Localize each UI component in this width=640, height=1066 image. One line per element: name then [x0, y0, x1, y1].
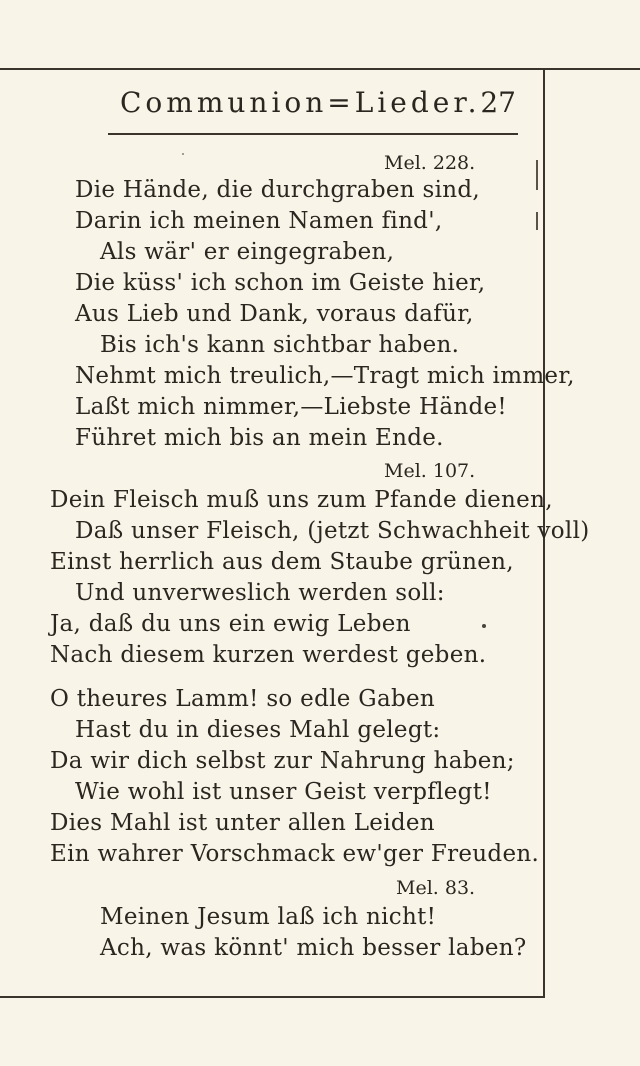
margin-mark: [536, 212, 538, 230]
verse-line: Und unverweslich werden soll:: [75, 580, 445, 606]
melody-reference: Mel. 83.: [396, 877, 476, 899]
verse-line: Dein Fleisch muß uns zum Pfande dienen,: [50, 487, 553, 513]
verse-line: Ein wahrer Vorschmack ew'ger Freuden.: [50, 841, 540, 867]
verse-line: Ja, daß du uns ein ewig Leben: [50, 611, 411, 637]
verse-line: Die Hände, die durchgraben sind,: [75, 177, 480, 203]
verse-line: O theures Lamm! so edle Gaben: [50, 686, 436, 712]
verse-line: Einst herrlich aus dem Staube grünen,: [50, 549, 514, 575]
verse-line: Hast du in dieses Mahl gelegt:: [75, 717, 441, 743]
verse-line: Bis ich's kann sichtbar haben.: [100, 332, 460, 358]
verse-line: Nehmt mich treulich,—Tragt mich immer,: [75, 363, 575, 389]
verse-line: Daß unser Fleisch, (jetzt Schwachheit voll): [75, 518, 590, 544]
verse-line: Meinen Jesum laß ich nicht!: [100, 904, 437, 930]
bottom-rule: [0, 996, 545, 998]
header-rule: [108, 133, 518, 135]
verse-line: Wie wohl ist unser Geist verpflegt!: [75, 779, 492, 805]
verse-line: Ach, was könnt' mich besser laben?: [100, 935, 527, 961]
verse-line: Da wir dich selbst zur Nahrung haben;: [50, 748, 515, 774]
page-number: 27: [480, 86, 516, 119]
verse-line: Darin ich meinen Namen find',: [75, 208, 443, 234]
speck: [482, 624, 486, 628]
margin-mark: [536, 160, 538, 190]
verse-line: Nach diesem kurzen werdest geben.: [50, 642, 487, 668]
melody-reference: Mel. 228.: [384, 152, 476, 174]
page-header: [120, 84, 520, 124]
verse-line: Dies Mahl ist unter allen Leiden: [50, 810, 435, 836]
verse-line: Laßt mich nimmer,—Liebste Hände!: [75, 394, 507, 420]
verse-line: Führet mich bis an mein Ende.: [75, 425, 444, 451]
speck: [182, 153, 184, 155]
running-title: Communion=Lieder.: [120, 86, 481, 119]
melody-reference: Mel. 107.: [384, 460, 476, 482]
verse-line: Die küss' ich schon im Geiste hier,: [75, 270, 486, 296]
verse-line: Als wär' er eingegraben,: [100, 239, 395, 265]
verse-line: Aus Lieb und Dank, voraus dafür,: [75, 301, 474, 327]
